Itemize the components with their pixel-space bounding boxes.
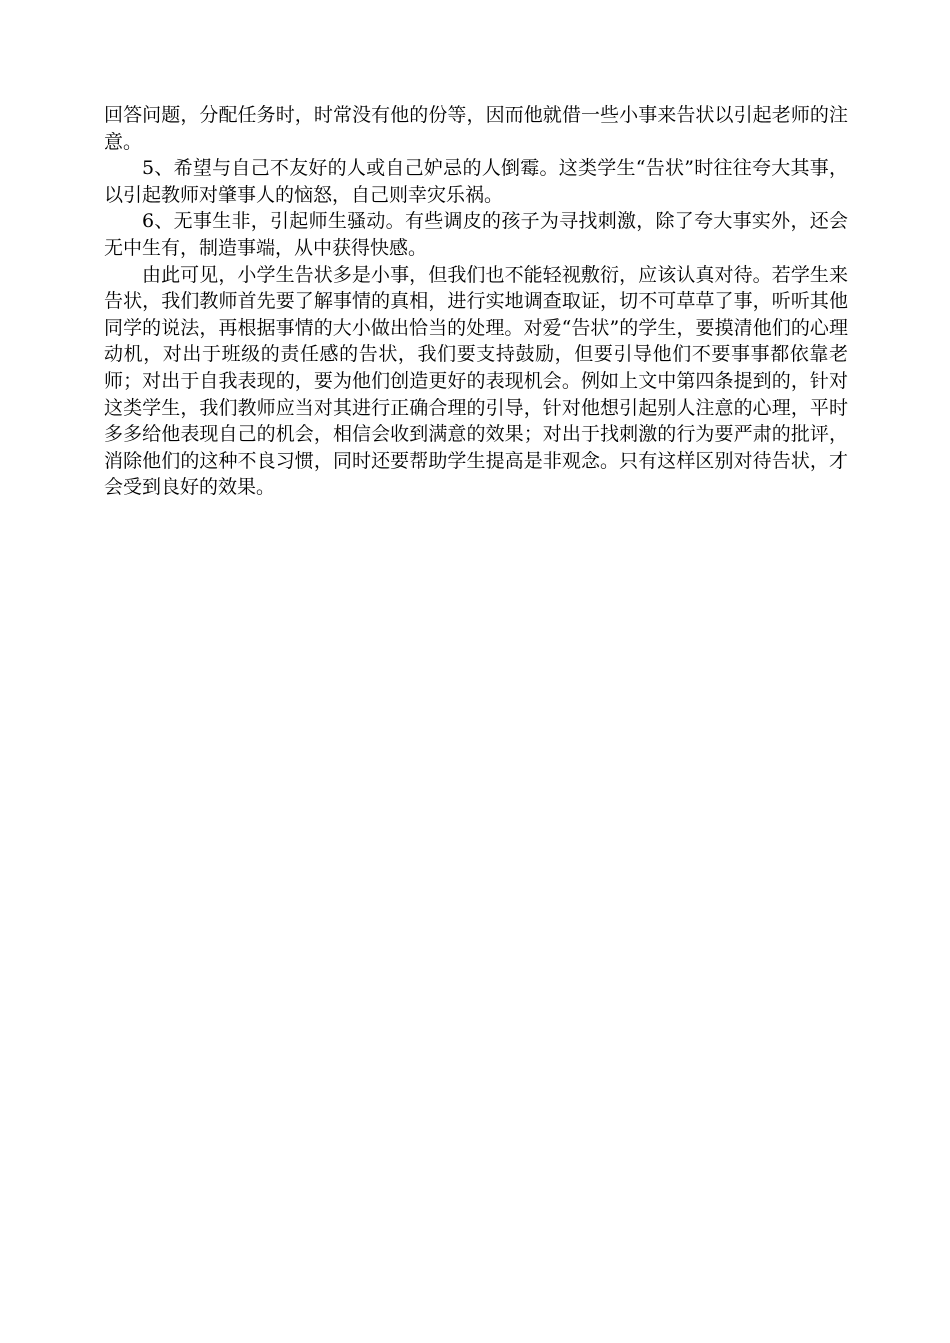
paragraph-item-5: 5、希望与自己不友好的人或自己妒忌的人倒霉。这类学生“告状”时往往夸大其事，以引起教师对肇事人的恼怒，自己则幸灾乐祸。 (104, 157, 848, 206)
paragraph-item-6: 6、无事生非，引起师生骚动。有些调皮的孩子为寻找刺激，除了夸大事实外，还会无中生有，制造事端，从中获得快感。 (104, 210, 848, 259)
paragraph-conclusion: 由此可见，小学生告状多是小事，但我们也不能轻视敷衍，应该认真对待。若学生来告状，我们教师首先要了解事情的真相，进行实地调查取证，切不可草草了事，听听其他同学的说法，再根据事情的大小做出恰当的处理。对爱“告状”的学生，要摸清他们的心理动机，对出于班级的责任感的告状，我们要支持鼓励，但要引导他们不要事事都依靠老师；对出于自我表现的，要为他们创造更好的表现机会。例如上文中第四条提到的，针对这类学生，我们教师应当对其进行正确合理的引导，针对他想引起别人注意的心理，平时多多给他表现自己的机会，相信会收到满意的效果；对出于找刺激的行为要严肃的批评，消除他们的这种不良习惯，同时还要帮助学生提高是非观念。只有这样区别对待告状，才会受到良好的效果。 (104, 263, 848, 499)
paragraph-continuation: 回答问题，分配任务时，时常没有他的份等，因而他就借一些小事来告状以引起老师的注意。 (104, 104, 848, 153)
document-body (104, 102, 848, 501)
